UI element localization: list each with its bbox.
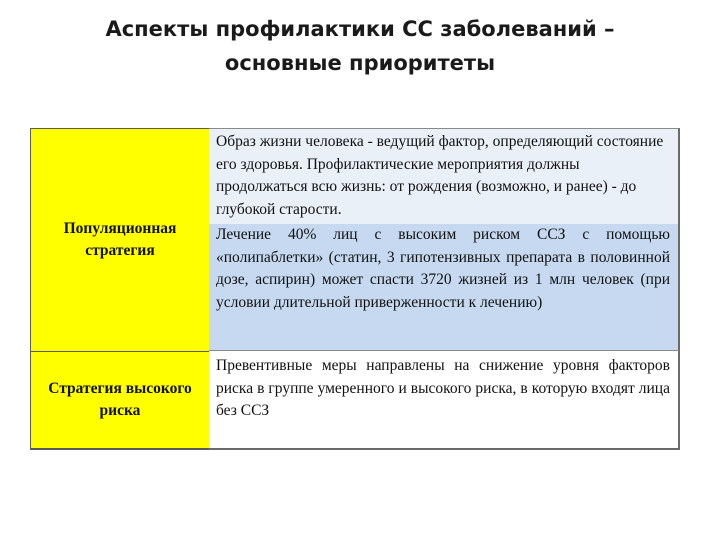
- population-label-line-1: Популяционная: [63, 220, 177, 237]
- polypill-cell: [209, 224, 680, 350]
- slide-title-line-2: основные приоритеты: [224, 51, 496, 75]
- lifestyle-text: Образ жизни человека - ведущий фактор, определяющий состояние его здоровья. Профилактические мероприятия должны продолжаться всю жизнь: от рождения (возможно, и ранее) - до глубокой старости.: [216, 133, 664, 218]
- high-risk-label-line-1: Стратегия высокого: [48, 380, 192, 397]
- preventive-text: Превентивные меры направлены на снижение уровня факторов риска в группе умеренного и высокого риска, в которую входят лица без ССЗ: [216, 357, 670, 419]
- population-label-line-2: стратегия: [85, 242, 155, 259]
- lifestyle-cell: [209, 128, 680, 224]
- polypill-text: Лечение 40% лиц с высоким риском ССЗ с помощью «полипаблетки» (статин, 3 гипотензивных препарата в половинной дозе, аспирин) может спасти 3720 жизней из 1 млн человек (при условии длительной приверженности к лечению): [216, 226, 670, 311]
- high-risk-label-line-2: риска: [99, 402, 141, 419]
- slide-title-line-1: Аспекты профилактики СС заболеваний –: [105, 17, 615, 41]
- high-risk-strategy-label: [30, 351, 210, 450]
- slide-title: [60, 12, 660, 80]
- preventive-cell: [209, 350, 680, 450]
- population-strategy-label: [30, 128, 210, 352]
